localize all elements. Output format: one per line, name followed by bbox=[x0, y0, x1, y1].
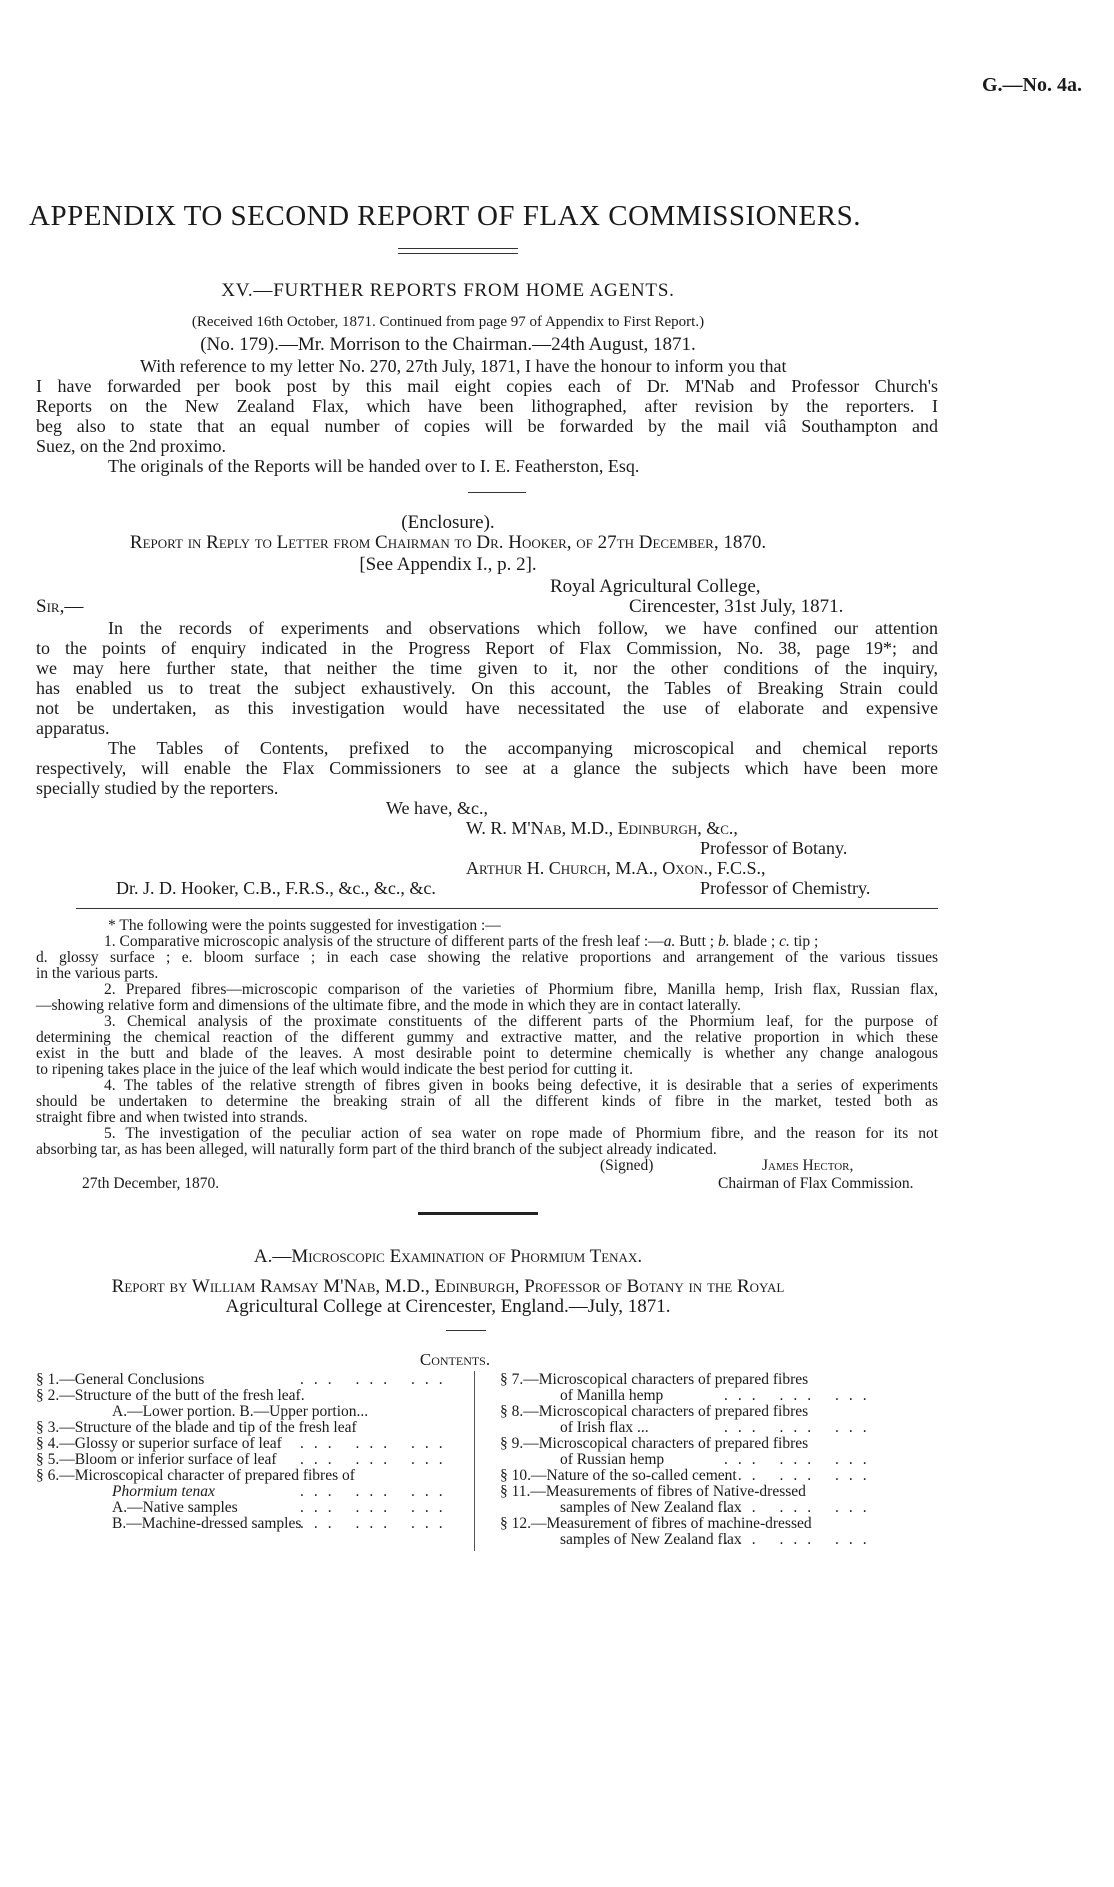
page-title: APPENDIX TO SECOND REPORT OF FLAX COMMISSIONERS. bbox=[29, 200, 861, 232]
closing: We have, &c., bbox=[386, 798, 489, 818]
document-number: G.—No. 4a. bbox=[982, 74, 1082, 96]
signer-1: W. R. M'Nab, M.D., Edinburgh, &c., bbox=[466, 818, 738, 838]
leader-dots: ... ... ... bbox=[724, 1467, 877, 1484]
enclosure-label: (Enclosure). bbox=[401, 512, 495, 533]
footnote-line: exist in the butt and blade of the leaves. A most desirable point to determine chemically is whether any change analogous bbox=[36, 1045, 938, 1062]
report-line-1: Report by William Ramsay M'Nab, M.D., Edinburgh, Professor of Botany in the Royal bbox=[111, 1276, 785, 1297]
letter-line: beg also to state that an equal number of copies will be forwarded by the mail viâ Southampton and bbox=[36, 416, 938, 436]
letter-line: Suez, on the 2nd proximo. bbox=[36, 436, 226, 456]
letter-line: With reference to my letter No. 270, 27th July, 1871, I have the honour to inform you that bbox=[140, 356, 787, 376]
leader-dots: ... ... ... bbox=[724, 1451, 877, 1468]
leader-dots: ... ... ... bbox=[300, 1483, 453, 1500]
contents-entry-label: § 9.—Microscopical characters of prepared fibres bbox=[500, 1435, 809, 1452]
contents-entry-label: of Manilla hemp bbox=[560, 1387, 664, 1404]
footnote-line: to ripening takes place in the juice of the leaf which would indicate the best period for cutting it. bbox=[36, 1061, 633, 1078]
title-rule-1 bbox=[398, 248, 518, 249]
letter-line: I have forwarded per book post by this mail eight copies each of Dr. M'Nab and Professor Church's bbox=[36, 376, 938, 396]
footnote-rule bbox=[76, 908, 938, 909]
signed-title: Chairman of Flax Commission. bbox=[718, 1175, 914, 1192]
letter-line: Reports on the New Zealand Flax, which have been lithographed, after revision by the reporters. I bbox=[36, 396, 938, 416]
signed-label: (Signed) bbox=[600, 1157, 654, 1174]
contents-label: Contents. bbox=[419, 1350, 491, 1369]
leader-dots: ... ... ... bbox=[724, 1499, 877, 1516]
signer-2-title: Professor of Chemistry. bbox=[700, 878, 871, 898]
footnote-line: should be undertaken to determine the breaking strain of all the different kinds of fibre in the market, tested both as bbox=[36, 1093, 938, 1110]
body-line: has enabled us to treat the subject exhaustively. On this account, the Tables of Breaking Strain could bbox=[36, 678, 938, 698]
contents-column-divider bbox=[474, 1371, 475, 1551]
contents-entry-label: samples of New Zealand flax bbox=[560, 1531, 742, 1548]
letter-line: The originals of the Reports will be handed over to I. E. Featherston, Esq. bbox=[108, 456, 640, 476]
contents-entry-label: A.—Native samples bbox=[112, 1499, 238, 1516]
body-line: The Tables of Contents, prefixed to the accompanying microscopical and chemical reports bbox=[108, 738, 938, 758]
leader-dots: ... ... ... bbox=[300, 1435, 453, 1452]
footnote-date: 27th December, 1870. bbox=[82, 1175, 220, 1192]
part-a-separator bbox=[418, 1212, 538, 1215]
footnote-line: straight fibre and when twisted into strands. bbox=[36, 1109, 308, 1126]
contents-entry-label: § 6.—Microscopical character of prepared fibres of bbox=[36, 1467, 355, 1484]
footnote-line: absorbing tar, as has been alleged, will naturally form part of the third branch of the subject already indicated. bbox=[36, 1141, 717, 1158]
contents-entry-label: § 4.—Glossy or superior surface of leaf bbox=[36, 1435, 282, 1452]
contents-entry-label: of Irish flax ... bbox=[560, 1419, 649, 1436]
appendix-reference: [See Appendix I., p. 2]. bbox=[359, 554, 537, 575]
footnote-line: * The following were the points suggested for investigation :— bbox=[108, 917, 501, 934]
body-line: we may here further state, that neither the time given to it, nor the other conditions of the inquiry, bbox=[36, 658, 938, 678]
signer-1-title: Professor of Botany. bbox=[700, 838, 848, 858]
leader-dots: ... ... ... bbox=[724, 1531, 877, 1548]
title-rule-2 bbox=[398, 253, 518, 254]
enclosure-heading: Report in Reply to Letter from Chairman to Dr. Hooker, of 27th December, 1870. bbox=[129, 532, 767, 553]
contents-entry-label: § 12.—Measurement of fibres of machine-dressed bbox=[500, 1515, 812, 1532]
contents-entry bbox=[112, 1515, 301, 1533]
address-line-2: Cirencester, 31st July, 1871. bbox=[629, 596, 844, 617]
contents-entry bbox=[560, 1531, 742, 1549]
contents-entry-label: B.—Machine-dressed samples bbox=[112, 1515, 302, 1532]
footnote-line: d. glossy surface ; e. bloom surface ; in each case showing the relative proportions and arrangement of the various tissues bbox=[36, 949, 938, 966]
body-line: not be undertaken, as this investigation would have necessitated the use of elaborate and expensive bbox=[36, 698, 938, 718]
footnote-line: in the various parts. bbox=[36, 965, 159, 982]
contents-entry-label: § 11.—Measurements of fibres of Native-dressed bbox=[500, 1483, 806, 1500]
contents-entry-label: § 10.—Nature of the so-called cement bbox=[500, 1467, 737, 1484]
received-note: (Received 16th October, 1871. Continued from page 97 of Appendix to First Report.) bbox=[191, 314, 705, 330]
contents-entry-label: samples of New Zealand flax bbox=[560, 1499, 742, 1516]
report-line-2: Agricultural College at Cirencester, England.—July, 1871. bbox=[225, 1296, 671, 1317]
section-heading: XV.—FURTHER REPORTS FROM HOME AGENTS. bbox=[221, 280, 675, 301]
footnote-line: —showing relative form and dimensions of the ultimate fibre, and the mode in which they are in contact laterally. bbox=[36, 997, 741, 1014]
contents-rule bbox=[446, 1330, 486, 1331]
body-line: to the points of enquiry indicated in the Progress Report of Flax Commission, No. 38, page 19*; and bbox=[36, 638, 938, 658]
body-line: In the records of experiments and observations which follow, we have confined our attention bbox=[108, 618, 938, 638]
contents-entry-label: A.—Lower portion. B.—Upper portion... bbox=[112, 1403, 369, 1420]
contents-entry-label: § 5.—Bloom or inferior surface of leaf bbox=[36, 1451, 277, 1468]
part-a-heading: A.—Microscopic Examination of Phormium Tenax. bbox=[253, 1246, 643, 1267]
footnote-line: 5. The investigation of the peculiar action of sea water on rope made of Phormium fibre, and the reason for its not bbox=[104, 1125, 938, 1142]
signed-name: James Hector, bbox=[762, 1157, 854, 1174]
body-line: respectively, will enable the Flax Commissioners to see at a glance the subjects which have been more bbox=[36, 758, 938, 778]
addressee: Dr. J. D. Hooker, C.B., F.R.S., &c., &c., &c. bbox=[116, 878, 436, 898]
leader-dots: ... ... ... bbox=[300, 1515, 453, 1532]
signer-2: Arthur H. Church, M.A., Oxon., F.C.S., bbox=[466, 858, 766, 878]
contents-entry-label: § 2.—Structure of the butt of the fresh leaf. bbox=[36, 1387, 305, 1404]
contents-entry-label: § 7.—Microscopical characters of prepared fibres bbox=[500, 1371, 809, 1388]
leader-dots: ... ... ... bbox=[300, 1371, 453, 1388]
footnote-line: 2. Prepared fibres—microscopic comparison of the varieties of Phormium fibre, Manilla hemp, Irish flax, Russian flax, bbox=[104, 981, 938, 998]
footnote-line: 3. Chemical analysis of the proximate constituents of the different parts of the Phormium leaf, for the purpose of bbox=[104, 1013, 938, 1030]
leader-dots: ... ... ... bbox=[300, 1499, 453, 1516]
letter-heading: (No. 179).—Mr. Morrison to the Chairman.—24th August, 1871. bbox=[200, 334, 696, 355]
leader-dots: ... ... ... bbox=[724, 1387, 877, 1404]
contents-entry-label: Phormium tenax bbox=[112, 1483, 215, 1500]
contents-entry-label: § 1.—General Conclusions bbox=[36, 1371, 205, 1388]
body-line: apparatus. bbox=[36, 718, 110, 738]
leader-dots: ... ... ... bbox=[300, 1451, 453, 1468]
footnote-line: determining the chemical reaction of the different gummy and extractive matter, and the relative proportion in which these bbox=[36, 1029, 938, 1046]
contents-entry-label: § 3.—Structure of the blade and tip of the fresh leaf bbox=[36, 1419, 357, 1436]
address-line-1: Royal Agricultural College, bbox=[550, 576, 761, 597]
footnote-line: 4. The tables of the relative strength of fibres given in books being defective, it is desirable that a series of experiments bbox=[104, 1077, 938, 1094]
footnote-line: 1. Comparative microscopic analysis of the structure of different parts of the fresh leaf :—a. Butt ; b. blade ; c. tip ; bbox=[104, 933, 819, 950]
body-line: specially studied by the reporters. bbox=[36, 778, 279, 798]
contents-entry-label: § 8.—Microscopical characters of prepared fibres bbox=[500, 1403, 809, 1420]
leader-dots: ... ... ... bbox=[724, 1419, 877, 1436]
contents-entry-label: of Russian hemp bbox=[560, 1451, 665, 1468]
section-divider bbox=[468, 492, 526, 493]
salutation: Sir,— bbox=[36, 596, 84, 617]
